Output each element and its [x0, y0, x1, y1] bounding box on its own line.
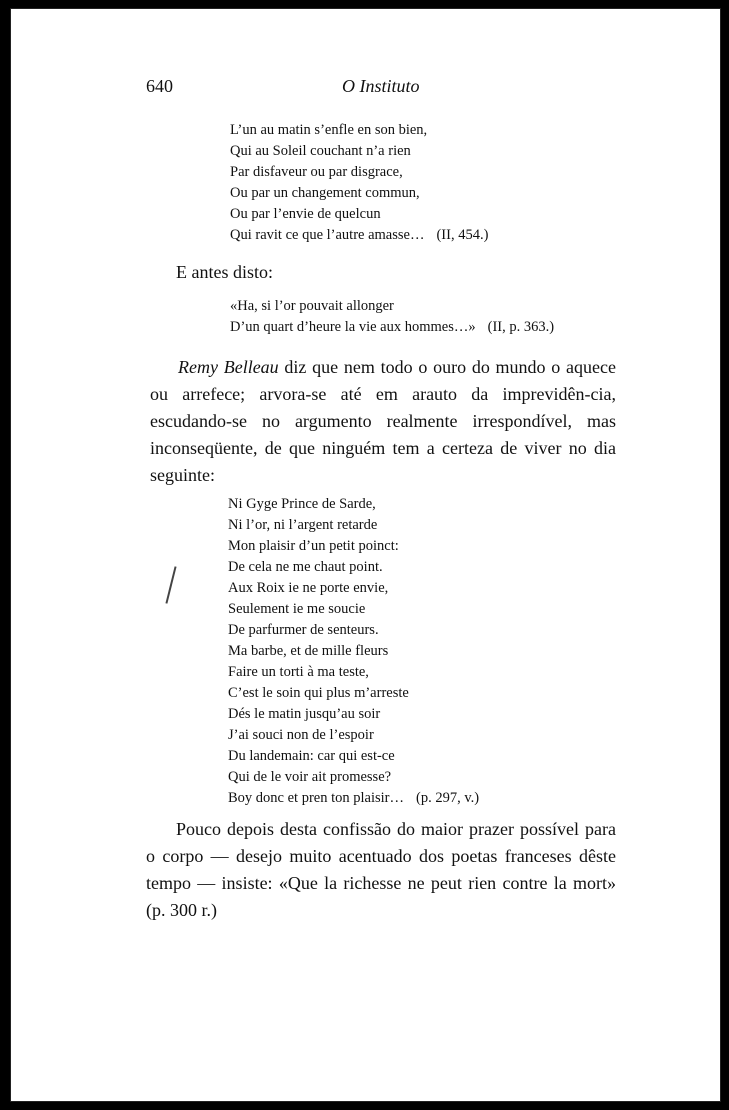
verse-line [230, 317, 554, 338]
verse-line: Ou par un changement commun, [230, 185, 420, 201]
pencil-mark [165, 566, 176, 603]
verse-block-2 [230, 296, 554, 338]
paragraph-2: Pouco depois desta confissão do maior prazer possível para o corpo — desejo muito acentuado dos poetas franceses dêste tempo — insiste: «Que la richesse ne peut rien contre la mort» (p. 300 r.) [146, 819, 616, 920]
paragraph-1 [150, 354, 616, 489]
verse-line: Seulement ie me soucie [228, 601, 366, 617]
verse-line: Ni Gyge Prince de Sarde, [228, 496, 376, 512]
verse-line: Dés le matin jusqu’au soir [228, 706, 381, 722]
author-name: Remy Belleau [178, 357, 279, 377]
intro-line: E antes disto: [176, 262, 273, 282]
citation-ref: (II, 454.) [436, 227, 489, 243]
running-title: O Instituto [342, 76, 420, 96]
page-number: 640 [146, 76, 173, 96]
verse-line [230, 225, 488, 246]
verse-line: Du landemain: car qui est-ce [228, 748, 395, 764]
verse-line: Qui de le voir ait promesse? [228, 769, 392, 785]
verse-line: Ou par l’envie de quelcun [230, 206, 381, 222]
verse-line: Ni l’or, ni l’argent retarde [228, 517, 378, 533]
verse-line: C’est le soin qui plus m’arreste [228, 685, 409, 701]
verse-line: J’ai souci non de l’espoir [228, 727, 374, 743]
verse-line: Mon plaisir d’un petit poinct: [228, 538, 399, 554]
verse-line: De cela ne me chaut point. [228, 559, 383, 575]
verse-text: D’un quart d’heure la vie aux hommes…» [230, 319, 476, 335]
verse-text: Boy donc et pren ton plaisir… [228, 790, 404, 806]
verse-line: «Ha, si l’or pouvait allonger [230, 298, 394, 314]
paragraph-text: diz que nem todo o ouro do mundo o aquece ou arrefece; arvora-se até em arauto da imprevidên-cia, escudando-se no argumento realmente irrespondível, mas inconseqüente, de que ninguém tem a certeza de viver no dia seguinte: [150, 357, 616, 485]
verse-line: Aux Roix ie ne porte envie, [228, 580, 389, 596]
verse-line: De parfurmer de senteurs. [228, 622, 379, 638]
verse-line: Qui au Soleil couchant n’a rien [230, 143, 411, 159]
verse-block-3 [228, 494, 479, 809]
verse-text: Qui ravit ce que l’autre amasse… [230, 227, 425, 243]
verse-block-1 [230, 120, 488, 246]
book-page [10, 8, 721, 1102]
verse-line: Ma barbe, et de mille fleurs [228, 643, 389, 659]
citation-ref: (p. 297, v.) [415, 790, 480, 806]
citation-ref: (II, p. 363.) [487, 319, 555, 335]
verse-line: Par disfaveur ou par disgrace, [230, 164, 403, 180]
verse-line: Faire un torti à ma teste, [228, 664, 369, 680]
verse-line: L’un au matin s’enfle en son bien, [230, 122, 428, 138]
verse-line [228, 788, 479, 809]
